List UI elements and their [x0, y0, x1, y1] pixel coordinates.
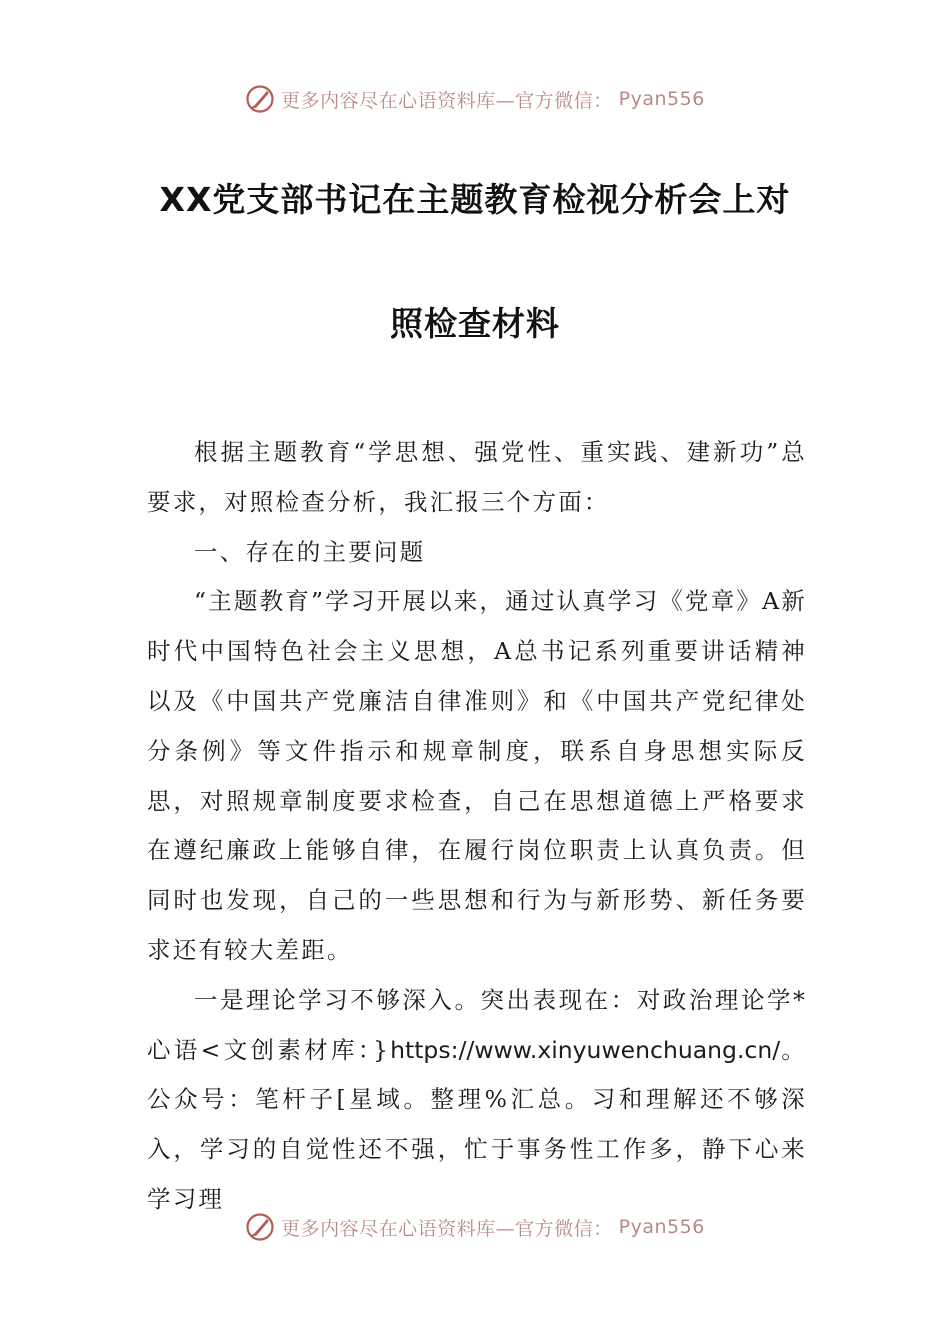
document-title-line-2: 照检查材料	[390, 304, 560, 343]
watermark-wechat-id: Pyan556	[618, 88, 705, 110]
document-body	[147, 428, 807, 1225]
paragraph-theory	[147, 976, 807, 1225]
document-title-line-1: XX党支部书记在主题教育检视分析会上对	[159, 180, 791, 219]
watermark-text: 更多内容尽在心语资料库—官方微信：	[281, 89, 613, 112]
watermark-footer	[0, 1212, 950, 1242]
paragraph-theory-part-1: 一是理论学习不够深入。突出表现在：对政治理论学*心语<文创素材库：}	[147, 985, 807, 1064]
quill-logo-icon	[245, 1212, 275, 1242]
source-url: https://www.xinyuwenchuang.cn/	[390, 1035, 781, 1064]
paragraph-intro: 根据主题教育“学思想、强党性、重实践、建新功”总要求，对照检查分析，我汇报三个方面：	[147, 438, 807, 516]
section-heading: 一、存在的主要问题	[194, 537, 426, 566]
paragraph-study: “主题教育”学习开展以来，通过认真学习《党章》A新时代中国特色社会主义思想，A总书记系列重要讲话精神以及《中国共产党廉洁自律准则》和《中国共产党纪律处分条例》等文件指示和规章制度，联系自身思想实际反思，对照规章制度要求检查，自己在思想道德上严格要求在遵纪廉政上能够自律，在履行岗位职责上认真负责。但同时也发现，自己的一些思想和行为与新形势、新任务要求还有较大差距。	[147, 587, 807, 964]
paragraph-theory-part-2: 。公众号：笔杆子[星域。整理%汇总。习和理解还不够深入，学习的自觉性还不强，忙于事务性工作多，静下心来学习理	[147, 1035, 807, 1213]
watermark-text: 更多内容尽在心语资料库—官方微信：	[281, 1217, 613, 1240]
watermark-header	[0, 84, 950, 114]
watermark-wechat-id: Pyan556	[618, 1216, 705, 1238]
quill-logo-icon	[245, 84, 275, 114]
